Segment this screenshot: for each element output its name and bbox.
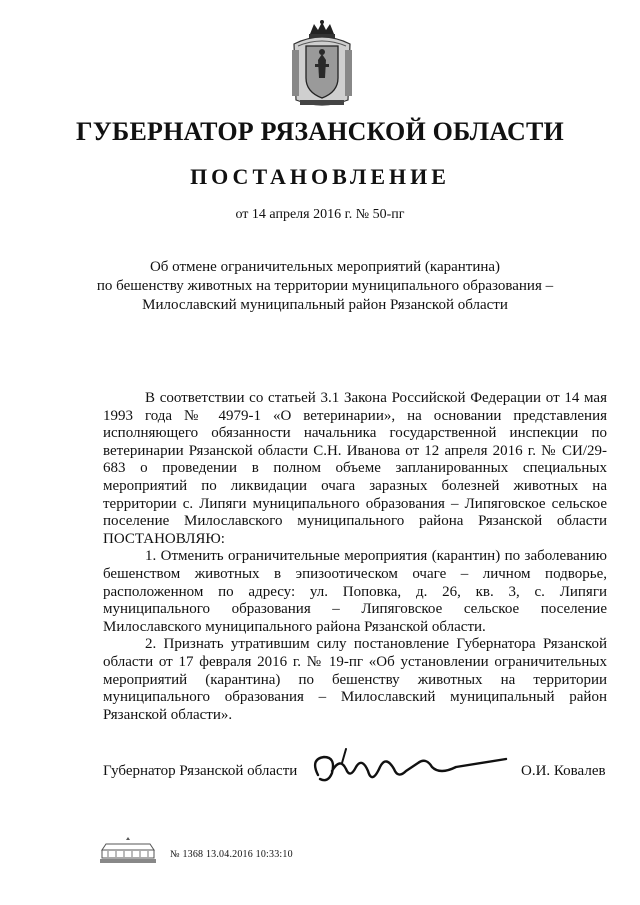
handwritten-signature — [306, 745, 511, 795]
subject-line: Об отмене ограничительных мероприятий (карантина) — [149, 259, 501, 275]
document-date-number: от 14 апреля 2016 г. № 50-пг — [235, 207, 405, 222]
registration-number: № 1368 13.04.2016 10:33:10 — [170, 849, 293, 860]
document-subject — [90, 258, 560, 315]
issuer-title: ГУБЕРНАТОР РЯЗАНСКОЙ ОБЛАСТИ — [76, 117, 564, 146]
signatory-title: Губернатор Рязанской области — [103, 763, 298, 779]
signatory-name: О.И. Ковалев — [521, 763, 606, 779]
document-body — [103, 390, 607, 724]
coat-of-arms-emblem — [288, 20, 356, 108]
preamble-paragraph: В соответствии со статьей 3.1 Закона Российской Федерации от 14 мая 1993 года № 4979-1 «О ветеринарии», на основании представления исполняющего обязанности начальника государственной инспекции по ветеринарии Рязанской области С.Н. Иванова от 12 апреля 2016 г. № СИ/29-683 о проведении в полном объеме запланированных специальных мероприятий по ликвидации очага заразных болезней животных на территории с. Липяги муниципального образования – Липяговское сельское поселение Милославского муниципального района Рязанской области ПОСТАНОВЛЯЮ: — [103, 390, 607, 547]
order-item-1: 1. Отменить ограничительные мероприятия (карантин) по заболеванию бешенством животных в эпизоотическом очаге – личном подворье, расположенном по адресу: ул. Поповка, д. 26, кв. 3, с. Липяги муниципального образования – Липяговское сельское поселение Милославского муниципального района Рязанской области. — [103, 548, 607, 635]
subject-line: по бешенству животных на территории муниципального образования – — [96, 278, 554, 294]
subject-line: Милославский муниципальный район Рязанской области — [142, 297, 508, 313]
order-item-2: 2. Признать утратившим силу постановление Губернатора Рязанской области от 17 февраля 2016 г. № 19-пг «Об установлении ограничительных мероприятий (карантина) по бешенству животных на территории муниципального образования – Милославский муниципальный район Рязанской области». — [103, 636, 607, 723]
document-type: ПОСТАНОВЛЕНИЕ — [190, 164, 450, 189]
registry-stamp-icon — [98, 836, 158, 866]
